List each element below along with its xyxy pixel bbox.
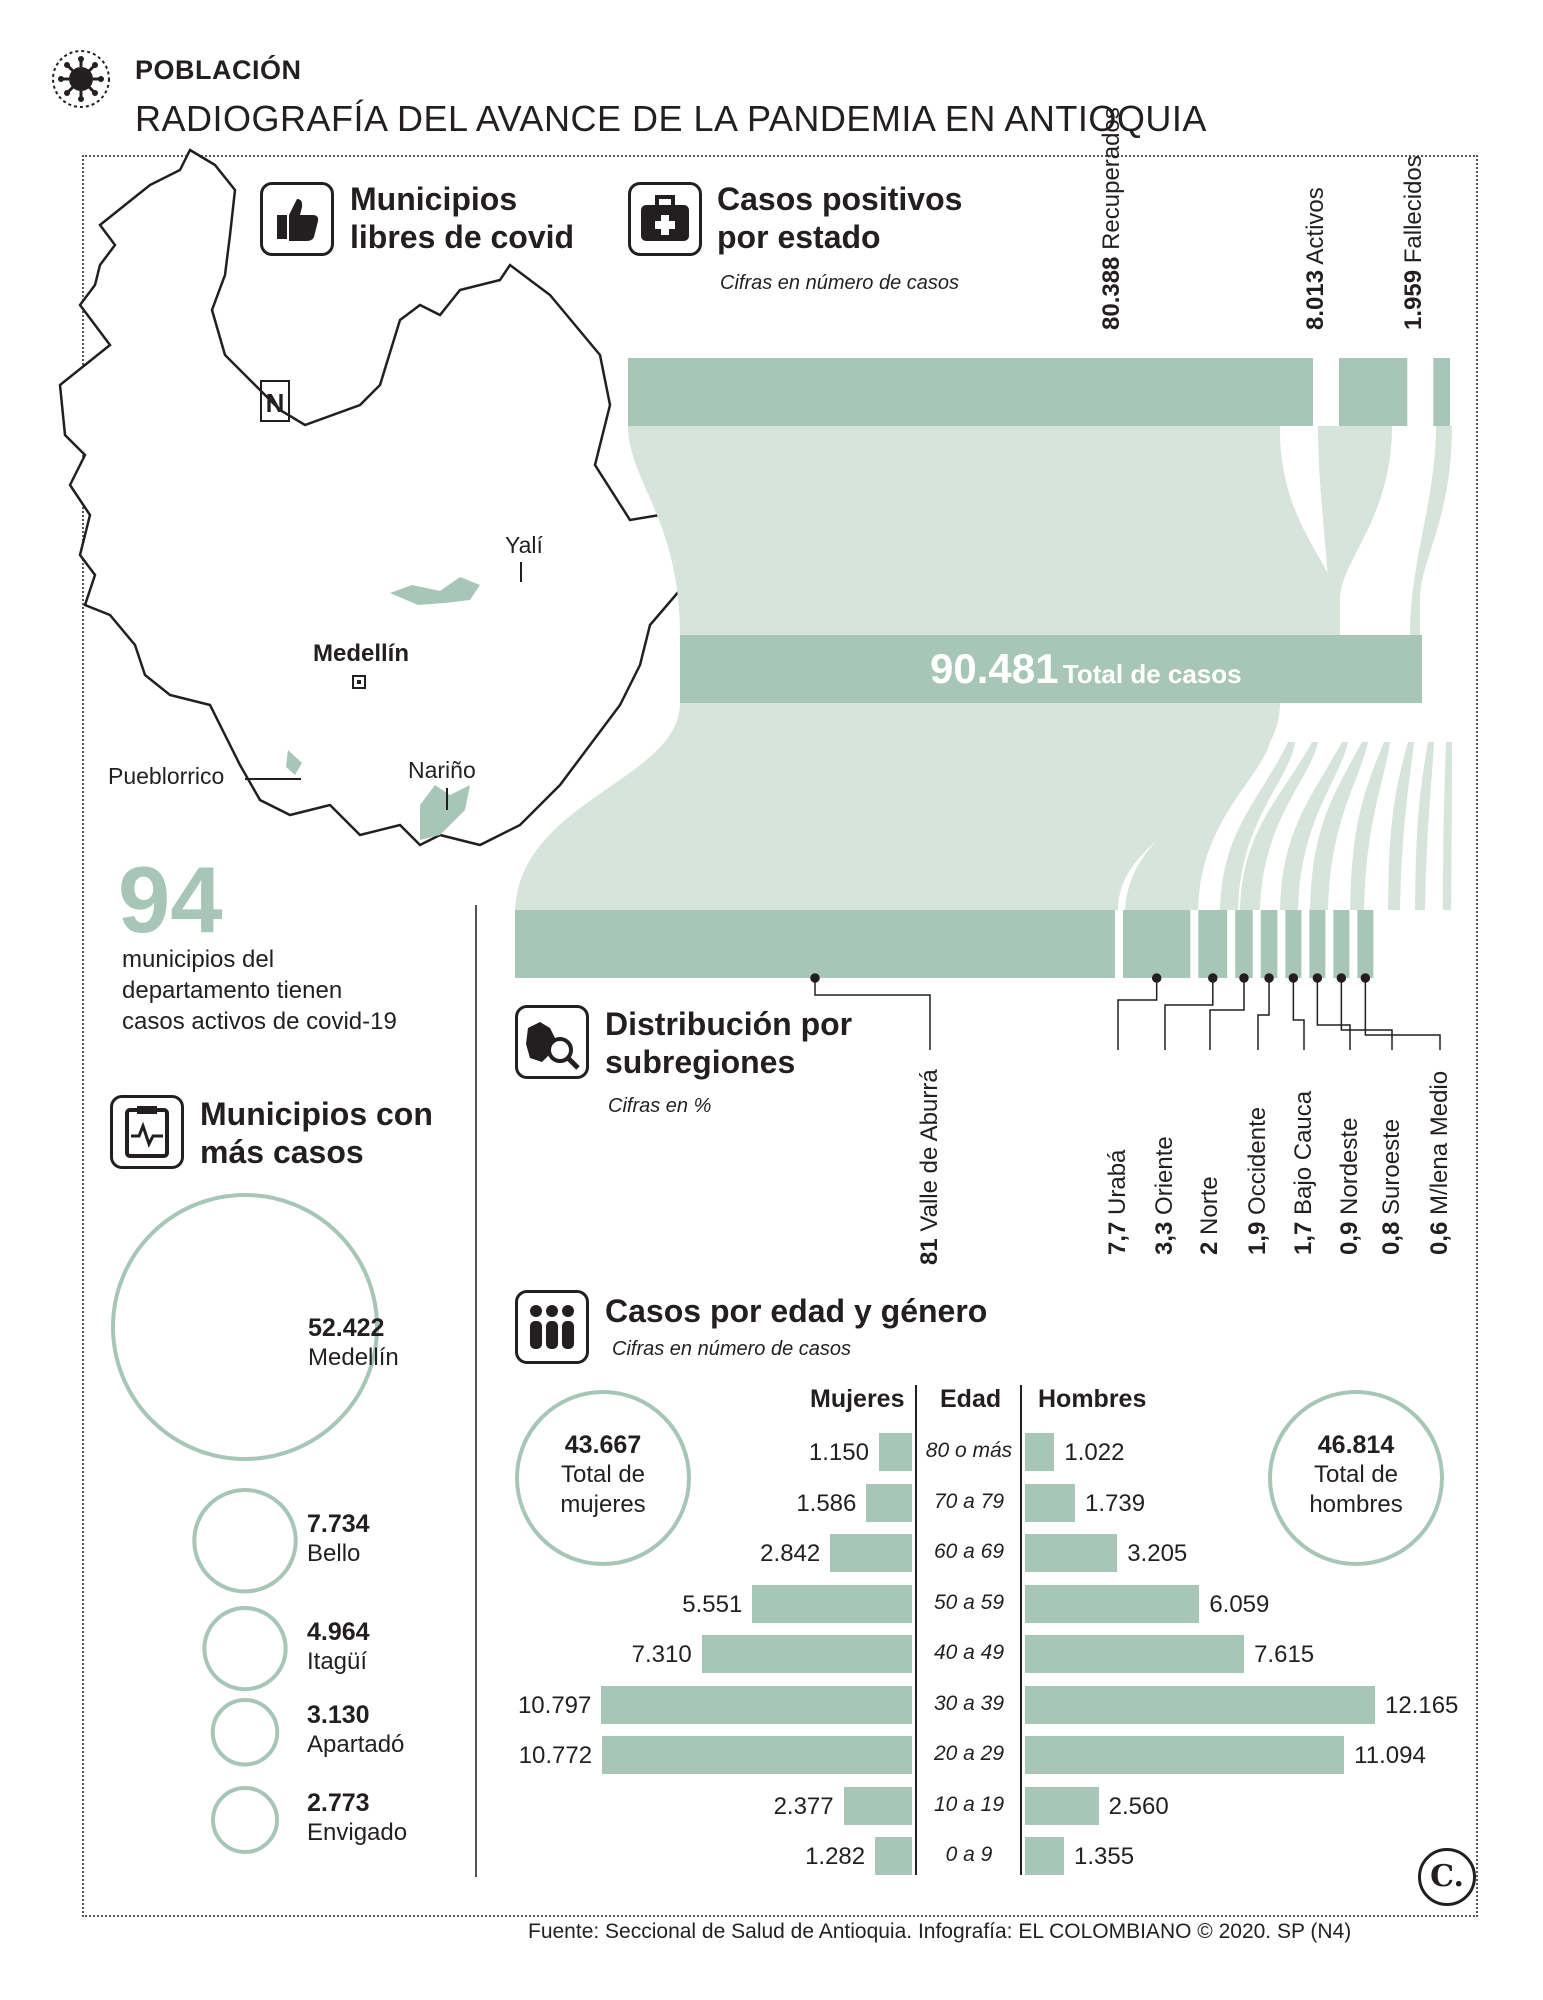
col-men: Hombres (1038, 1385, 1147, 1413)
map-label-narino: Nariño (408, 757, 476, 783)
state-value: 80.388 (1098, 256, 1125, 330)
subregion-value: 0,8 (1378, 1221, 1405, 1255)
active-text-line-3: casos activos de covid-19 (122, 1008, 397, 1035)
subregion-name: Nordeste (1336, 1117, 1363, 1222)
subregion-label (1426, 1071, 1454, 1255)
women-value: 1.282 (805, 1843, 866, 1870)
flow-fallecidos (1410, 426, 1452, 635)
subregion-label (1378, 1119, 1406, 1255)
states-subtitle: Cifras en número de casos (720, 272, 960, 294)
women-value: 2.842 (760, 1540, 821, 1567)
subregion-label (1104, 1150, 1132, 1255)
age-label: 40 a 49 (933, 1641, 1005, 1664)
logo-text: C. (1430, 1859, 1464, 1894)
state-value: 1.959 (1400, 269, 1427, 330)
men-value: 1.022 (1064, 1439, 1125, 1466)
women-total-circle (515, 1390, 691, 1566)
men-value: 7.615 (1254, 1641, 1315, 1668)
footer-source: Fuente: Seccional de Salud de Antioquia. Infografía: EL COLOMBIANO © 2020. SP (N4) (528, 1920, 1352, 1943)
men-bar (1025, 1484, 1075, 1522)
bubble-label (308, 1313, 399, 1373)
subregion-leader (1165, 978, 1213, 1050)
active-text-line-2: departamento tienen (122, 977, 343, 1004)
subregion-bar (1309, 910, 1325, 978)
logo-icon (1418, 1848, 1476, 1906)
subregions-subtitle: Cifras en % (608, 1095, 712, 1117)
subregion-leader (1293, 978, 1304, 1050)
women-bar (875, 1837, 912, 1875)
bubble-1 (194, 1490, 295, 1591)
men-value: 11.094 (1354, 1742, 1426, 1769)
subregion-bar (1123, 910, 1190, 978)
subregion-label (1244, 1107, 1272, 1255)
age-col-left-line (915, 1385, 917, 1875)
subregion-name: Bajo Cauca (1290, 1090, 1317, 1222)
subregion-name: Occidente (1244, 1106, 1271, 1222)
map-title-line-1: Municipios (350, 181, 518, 217)
bubble-label (307, 1788, 407, 1848)
state-bar-activos (1339, 358, 1407, 426)
subregions-section-title (605, 1005, 852, 1081)
bubble-value: 3.130 (307, 1701, 370, 1730)
age-col-right-line (1020, 1385, 1022, 1875)
map-title-line-2: libres de covid (350, 219, 575, 255)
page-title: RADIOGRAFÍA DEL AVANCE DE LA PANDEMIA EN ANTIOQUIA (135, 98, 1207, 139)
women-value: 1.150 (808, 1439, 869, 1466)
men-bar (1025, 1534, 1117, 1572)
women-bar (830, 1534, 912, 1572)
men-value: 1.355 (1073, 1843, 1135, 1870)
active-text-line-1: municipios del (122, 946, 275, 973)
subregion-leader (1118, 978, 1157, 1050)
subregion-value: 0,9 (1336, 1221, 1363, 1255)
age-label: 80 o más (925, 1439, 1013, 1462)
women-total-value: 43.667 (564, 1431, 642, 1459)
top-title-line-1: Municipios con (200, 1096, 433, 1132)
subregion-name: Norte (1196, 1176, 1223, 1242)
subregion-value: 7,7 (1104, 1221, 1131, 1255)
bubble-name: Bello (307, 1539, 361, 1567)
women-bar (752, 1585, 912, 1623)
bubble-label (307, 1617, 370, 1677)
subregion-bar (1357, 910, 1373, 978)
bubble-name: Apartadó (307, 1731, 405, 1759)
subregion-bar (515, 910, 1115, 978)
subregion-value: 2 (1196, 1241, 1223, 1255)
men-value: 6.059 (1209, 1590, 1270, 1618)
subregion-bar (1235, 910, 1252, 978)
bubble-label (307, 1509, 370, 1569)
kicker: POBLACIÓN (135, 55, 302, 85)
subregion-leader (1365, 978, 1440, 1050)
state-label-activos (1302, 187, 1330, 330)
subregion-name: Oriente (1151, 1136, 1178, 1222)
women-value: 1.586 (796, 1489, 857, 1517)
women-value: 10.797 (517, 1691, 592, 1719)
men-total-label-1: Total de (1313, 1461, 1399, 1488)
bubble-label (307, 1700, 404, 1760)
women-value: 10.772 (518, 1742, 593, 1769)
map-label-medellin: Medellín (313, 640, 410, 667)
men-value: 1.739 (1085, 1489, 1146, 1517)
women-bar (844, 1787, 912, 1825)
subregion-leader (1210, 978, 1244, 1050)
state-bar-fallecidos (1433, 358, 1450, 426)
bubble-name: Medellín (308, 1344, 399, 1371)
age-label: 10 a 19 (933, 1792, 1005, 1816)
subregion-bar (1285, 910, 1301, 978)
women-bar (879, 1433, 912, 1471)
state-label-recuperados (1098, 107, 1126, 330)
age-label: 70 a 79 (933, 1489, 1005, 1513)
age-gender-subtitle: Cifras en número de casos (612, 1338, 852, 1360)
men-bar (1025, 1585, 1199, 1623)
north-label: N (265, 388, 285, 418)
men-bar (1025, 1736, 1344, 1774)
bubble-value: 4.964 (307, 1617, 370, 1646)
state-name: Activos (1302, 187, 1329, 265)
active-municipalities-number: 94 (118, 847, 223, 952)
age-label: 30 a 39 (933, 1691, 1005, 1715)
subregion-bar (1198, 910, 1227, 978)
age-label: 0 a 9 (945, 1843, 993, 1866)
men-total-value: 46.814 (1317, 1431, 1395, 1459)
subregion-label (1290, 1091, 1318, 1255)
subregion-value: 1,7 (1290, 1221, 1317, 1255)
bubble-name: Itagüí (307, 1647, 368, 1675)
people-icon (515, 1290, 589, 1364)
state-bar-recuperados (628, 358, 1313, 426)
bubble-value: 2.773 (307, 1789, 370, 1817)
men-value: 12.165 (1385, 1691, 1459, 1719)
flow-recuperados (628, 426, 1338, 635)
women-value: 5.551 (682, 1590, 743, 1618)
age-label: 20 a 29 (933, 1742, 1005, 1765)
subregions-title-line-1: Distribución por (605, 1006, 853, 1042)
men-total-circle (1268, 1390, 1444, 1566)
subregion-label (916, 1069, 944, 1265)
col-age: Edad (940, 1385, 1002, 1413)
men-value: 2.560 (1108, 1792, 1169, 1820)
men-bar (1025, 1686, 1375, 1724)
col-women: Mujeres (810, 1385, 905, 1413)
map-search-icon (515, 1005, 589, 1079)
total-cases-label: Total de casos (1062, 659, 1242, 689)
subregion-label (1151, 1136, 1179, 1255)
subregion-value: 1,9 (1244, 1221, 1271, 1255)
men-bar (1025, 1837, 1064, 1875)
subregion-name: Valle de Aburrá (916, 1069, 943, 1239)
women-bar (702, 1635, 912, 1673)
subregion-label (1196, 1176, 1224, 1255)
top-title-line-2: más casos (200, 1134, 364, 1170)
age-gender-title: Casos por edad y género (605, 1293, 988, 1329)
subregion-leader (1317, 978, 1350, 1050)
total-cases-value: 90.481 (930, 645, 1059, 692)
map-label-pueblorrico: Pueblorrico (108, 763, 225, 789)
women-bar (601, 1686, 912, 1724)
subregion-bar (1261, 910, 1278, 978)
bubble-name: Envigado (307, 1819, 408, 1846)
map-label-yali: Yalí (505, 532, 543, 558)
total-cases (930, 645, 1242, 693)
subregions-title-line-2: subregiones (605, 1044, 796, 1080)
men-bar (1025, 1787, 1099, 1825)
bubble-value: 52.422 (308, 1314, 385, 1342)
men-bar (1025, 1635, 1244, 1673)
women-bar (866, 1484, 912, 1522)
states-title-line-2: por estado (717, 219, 881, 255)
age-label: 50 a 59 (933, 1590, 1005, 1614)
state-name: Recuperados (1098, 107, 1125, 250)
subregion-bar (1333, 910, 1349, 978)
municipality-bubbles (0, 0, 480, 1900)
bubble-3 (213, 1700, 278, 1765)
subregion-leader (1258, 978, 1269, 1050)
subregion-label (1336, 1118, 1364, 1255)
men-value: 3.205 (1127, 1540, 1188, 1567)
women-value: 7.310 (631, 1641, 692, 1668)
subregion-name: Suroeste (1378, 1118, 1405, 1222)
subregion-leader (1341, 978, 1392, 1050)
states-title-line-1: Casos positivos (717, 181, 963, 217)
women-value: 2.377 (773, 1792, 834, 1820)
subregion-name: Urabá (1104, 1149, 1131, 1222)
state-label-fallecidos (1400, 155, 1428, 330)
subregion-value: 81 (916, 1238, 943, 1265)
subregion-value: 3,3 (1151, 1221, 1178, 1255)
women-total-label-1: Total de (560, 1461, 646, 1488)
men-bar (1025, 1433, 1054, 1471)
bubble-value: 7.734 (307, 1509, 370, 1538)
state-name: Fallecidos (1400, 155, 1427, 264)
subregion-value: 0,6 (1426, 1221, 1453, 1255)
men-total-label-2: hombres (1309, 1491, 1403, 1518)
bubble-2 (204, 1608, 285, 1689)
subregion-name: M/lena Medio (1426, 1070, 1453, 1222)
state-value: 8.013 (1302, 269, 1329, 330)
bubble-4 (213, 1788, 277, 1852)
age-label: 60 a 69 (933, 1540, 1005, 1563)
women-total-label-2: mujeres (560, 1491, 646, 1518)
women-bar (602, 1736, 912, 1774)
